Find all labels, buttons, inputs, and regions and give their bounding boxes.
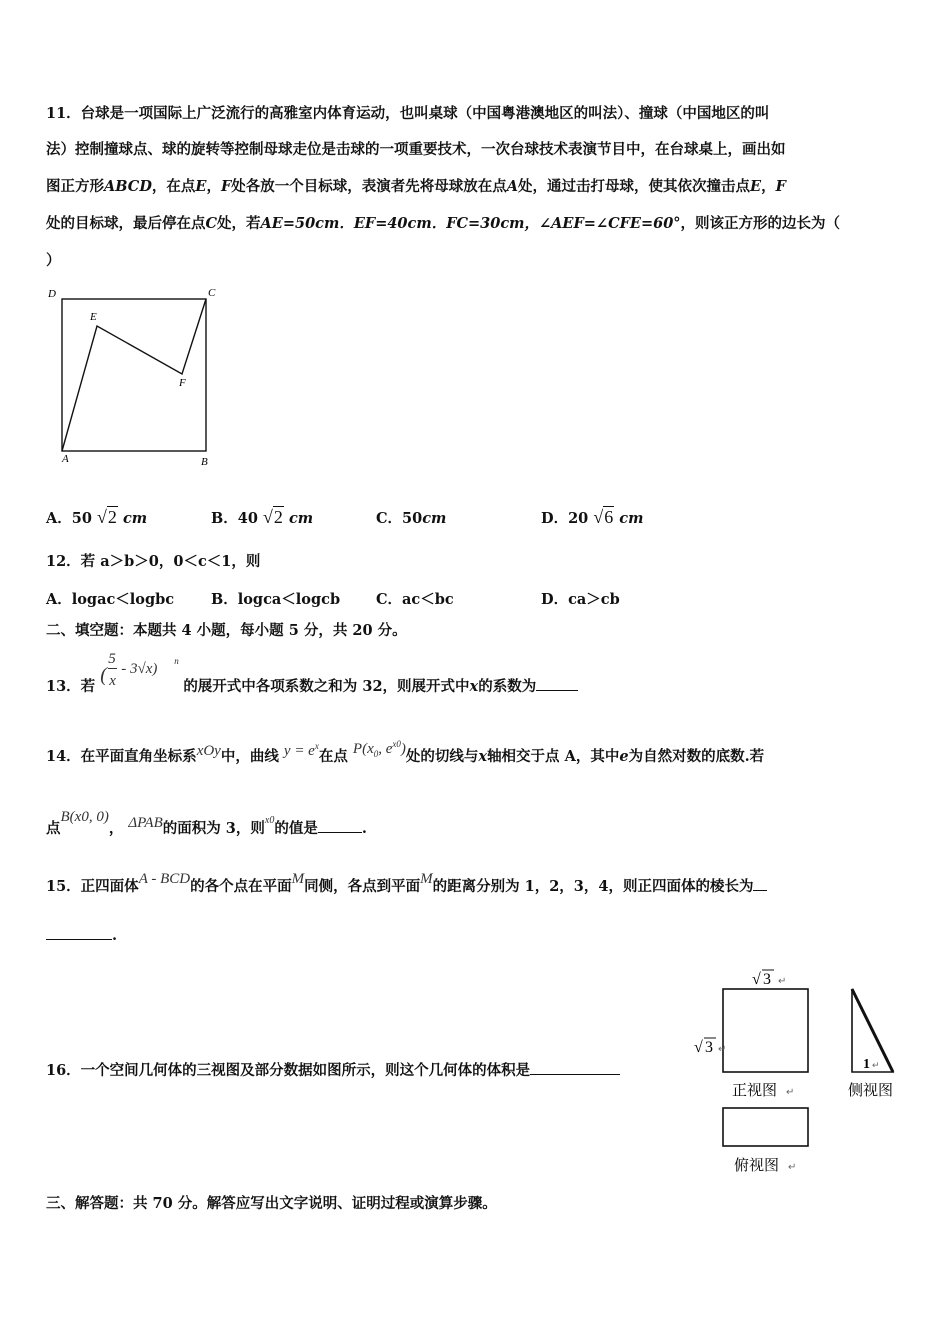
- q15-answer-blank-1[interactable]: [753, 876, 767, 891]
- ball-path: [62, 299, 206, 451]
- side-view-label: 侧视图: [848, 1083, 894, 1099]
- q16-three-views: [690, 960, 910, 1180]
- q14-answer-blank[interactable]: [318, 818, 362, 833]
- svg-text:↵: ↵: [788, 1162, 797, 1173]
- q12-option-a[interactable]: A．logac＜logbc: [46, 591, 175, 608]
- q11-line2: 法）控制撞球点、球的旋转等控制母球走位是击球的一项重要技术，一次台球技术表演节目中，在台球桌上，画出如: [46, 141, 786, 158]
- side-len-value: 1: [863, 1057, 870, 1072]
- q13-line: 13．若 ( 5 x - 3√x) n 的展开式中各项系数之和为 32，则展开式中x的系数为: [46, 671, 578, 697]
- label-b: B: [201, 456, 208, 468]
- q11-line1: 11．台球是一项国际上广泛流行的高雅室内体育运动，也叫桌球（中国粤港澳地区的叫法）、撞球（中国地区的叫: [46, 105, 770, 122]
- label-c: C: [208, 287, 216, 299]
- q12-option-d[interactable]: D．ca＞cb: [541, 591, 620, 608]
- q14-line1: 14．在平面直角坐标系xOy中，曲线 $y = e^x$在点 $P(x_0$, $e^{x0}$)处的切线与x轴相交于点 A，其中e为自然对数的底数.若: [46, 739, 765, 765]
- q13-expression: ( 5 x - 3√x) n: [100, 651, 179, 689]
- left-len-value: 3: [705, 1039, 713, 1056]
- label-d: D: [48, 288, 56, 300]
- front-view: [723, 989, 808, 1072]
- q11-option-d[interactable]: D．20 √6 cm: [541, 507, 644, 527]
- svg-text:↵: ↵: [786, 1087, 795, 1098]
- top-view-label: 俯视图: [734, 1158, 780, 1174]
- svg-text:↵: ↵: [778, 976, 787, 987]
- q11-option-c[interactable]: C．50cm: [376, 510, 447, 527]
- q13-answer-blank[interactable]: [536, 676, 578, 691]
- q15-line2: .: [46, 925, 117, 946]
- left-len-sqrt: √: [694, 1039, 703, 1056]
- q11-line3: 图正方形ABCD，在点E，F处各放一个目标球，表演者先将母球放在点A处，通过击打母球，使其依次撞击点E，F: [46, 178, 786, 195]
- q14-line2: 点B(x0, 0)， ΔPAB的面积为 3，则$^{x0}$的值是 .: [46, 809, 367, 837]
- q12-stem: 12．若 a＞b＞0，0＜c＜1，则: [46, 553, 261, 570]
- q11-figure: [40, 282, 230, 472]
- q16-answer-blank[interactable]: [530, 1060, 620, 1075]
- q11-option-a[interactable]: A．50 √2 cm: [46, 507, 148, 527]
- section2-heading: 二、填空题：本题共 4 小题，每小题 5 分，共 20 分。: [46, 622, 407, 639]
- label-e: E: [90, 311, 97, 323]
- q12-option-c[interactable]: C．ac＜bc: [376, 591, 454, 608]
- front-view-label: 正视图: [732, 1083, 778, 1099]
- label-f: F: [179, 377, 186, 389]
- q16-line: 16．一个空间几何体的三视图及部分数据如图所示，则这个几何体的体积是: [46, 1060, 620, 1081]
- label-a: A: [62, 453, 69, 465]
- svg-text:↵: ↵: [872, 1060, 880, 1070]
- section3-heading: 三、解答题：共 70 分。解答应写出文字说明、证明过程或演算步骤。: [46, 1195, 497, 1212]
- q11-line4: 处的目标球，最后停在点C处，若AE=50cm．EF=40cm．FC=30cm，∠AEF=∠CFE=60°，则该正方形的边长为（: [46, 215, 841, 232]
- q11-line5: ）: [46, 252, 61, 269]
- top-len-value: 3: [763, 971, 771, 988]
- top-len-sqrt: √: [752, 971, 761, 988]
- q15-answer-blank-2[interactable]: [46, 925, 112, 940]
- q12-option-b[interactable]: B．logca＜logcb: [211, 591, 341, 608]
- top-view: [723, 1108, 808, 1146]
- svg-text:↵: ↵: [718, 1044, 727, 1055]
- q11-option-b[interactable]: B．40 √2 cm: [211, 507, 314, 527]
- q15-line1: 15．正四面体A - BCD的各个点在平面M同侧，各点到平面M的距离分别为 1，2，3，4，则正四面体的棱长为: [46, 876, 767, 897]
